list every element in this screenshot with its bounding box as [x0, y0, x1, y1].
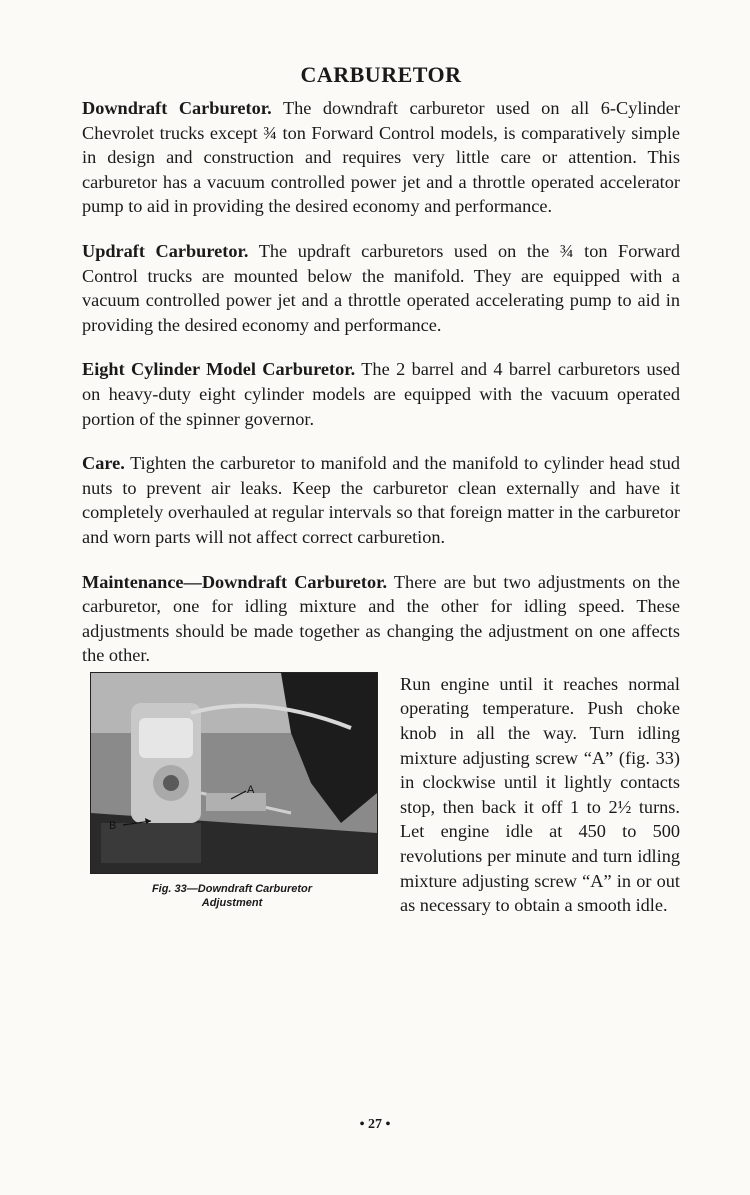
- section-body: The downdraft carburetor used on all 6-Cylinder Chevrolet trucks except ¾ ton Forward Control models, is comparatively simple in design and construction and requires very little care or attention. This carburetor has a vacuum controlled power jet and a throttle operated accelerator pump to aid in providing the desired economy and performance.: [82, 98, 680, 217]
- section-body: The 2 barrel and 4 barrel carburetors used on heavy-duty eight cylinder models are equipped with the vacuum operated portion of the spinner governor.: [82, 359, 680, 429]
- section-eight-cylinder: [82, 357, 680, 431]
- section-body: Run engine until it reaches normal operating temperature. Push choke knob in all the way. Turn idling mixture adjusting screw “A” (fig. 33) in clockwise until it lightly contacts stop, then back it off 1 to 2½ turns. Let engine idle at 450 to 500 revolutions per minute and turn idling mixture adjusting screw “A” in or out as necessary to obtain a smooth idle.: [400, 673, 680, 916]
- section-body: There are but two adjustments on the carburetor, one for idling mixture and the other for idling speed. These adjustments should be made together as changing the adjustment on one affects the other.: [82, 571, 680, 666]
- section-body: Tighten the carburetor to manifold and the manifold to cylinder head stud nuts to prevent air leaks. Keep the carburetor clean externally and have it completely overhauled at regular intervals so that foreign matter in the carburetor and worn parts will not affect correct carburetion.: [82, 453, 680, 547]
- label-b: B: [109, 819, 117, 832]
- caption-line-2: Adjustment: [201, 896, 263, 909]
- section-heading: Eight Cylinder Model Carburetor.: [82, 359, 356, 380]
- figure-caption: [82, 882, 382, 910]
- carburetor-illustration: [91, 673, 377, 873]
- section-heading: Care.: [82, 453, 125, 474]
- page-number: • 27 •: [359, 1117, 391, 1132]
- section-downdraft: [82, 96, 680, 219]
- page-title: CARBURETOR: [300, 62, 462, 87]
- section-body: The updraft carburetors used on the ¾ ton Forward Control trucks are mounted below the manifold. They are equipped with a vacuum controlled power jet and a throttle operated accelerating pump to aid in providing the desired economy and performance.: [82, 240, 680, 335]
- figure-33: [82, 672, 382, 910]
- label-a: A: [247, 783, 255, 796]
- section-care: [82, 451, 680, 549]
- section-updraft: [82, 239, 680, 337]
- section-maintenance: [82, 570, 680, 668]
- carburetor-photo: [90, 672, 378, 874]
- section-heading: Downdraft Carburetor.: [82, 98, 272, 118]
- page-content: [82, 62, 680, 918]
- section-heading: Updraft Carburetor.: [82, 240, 249, 261]
- section-heading: Maintenance—Downdraft Carburetor.: [82, 571, 388, 592]
- caption-line-1: Fig. 33—Downdraft Carburetor: [151, 882, 313, 895]
